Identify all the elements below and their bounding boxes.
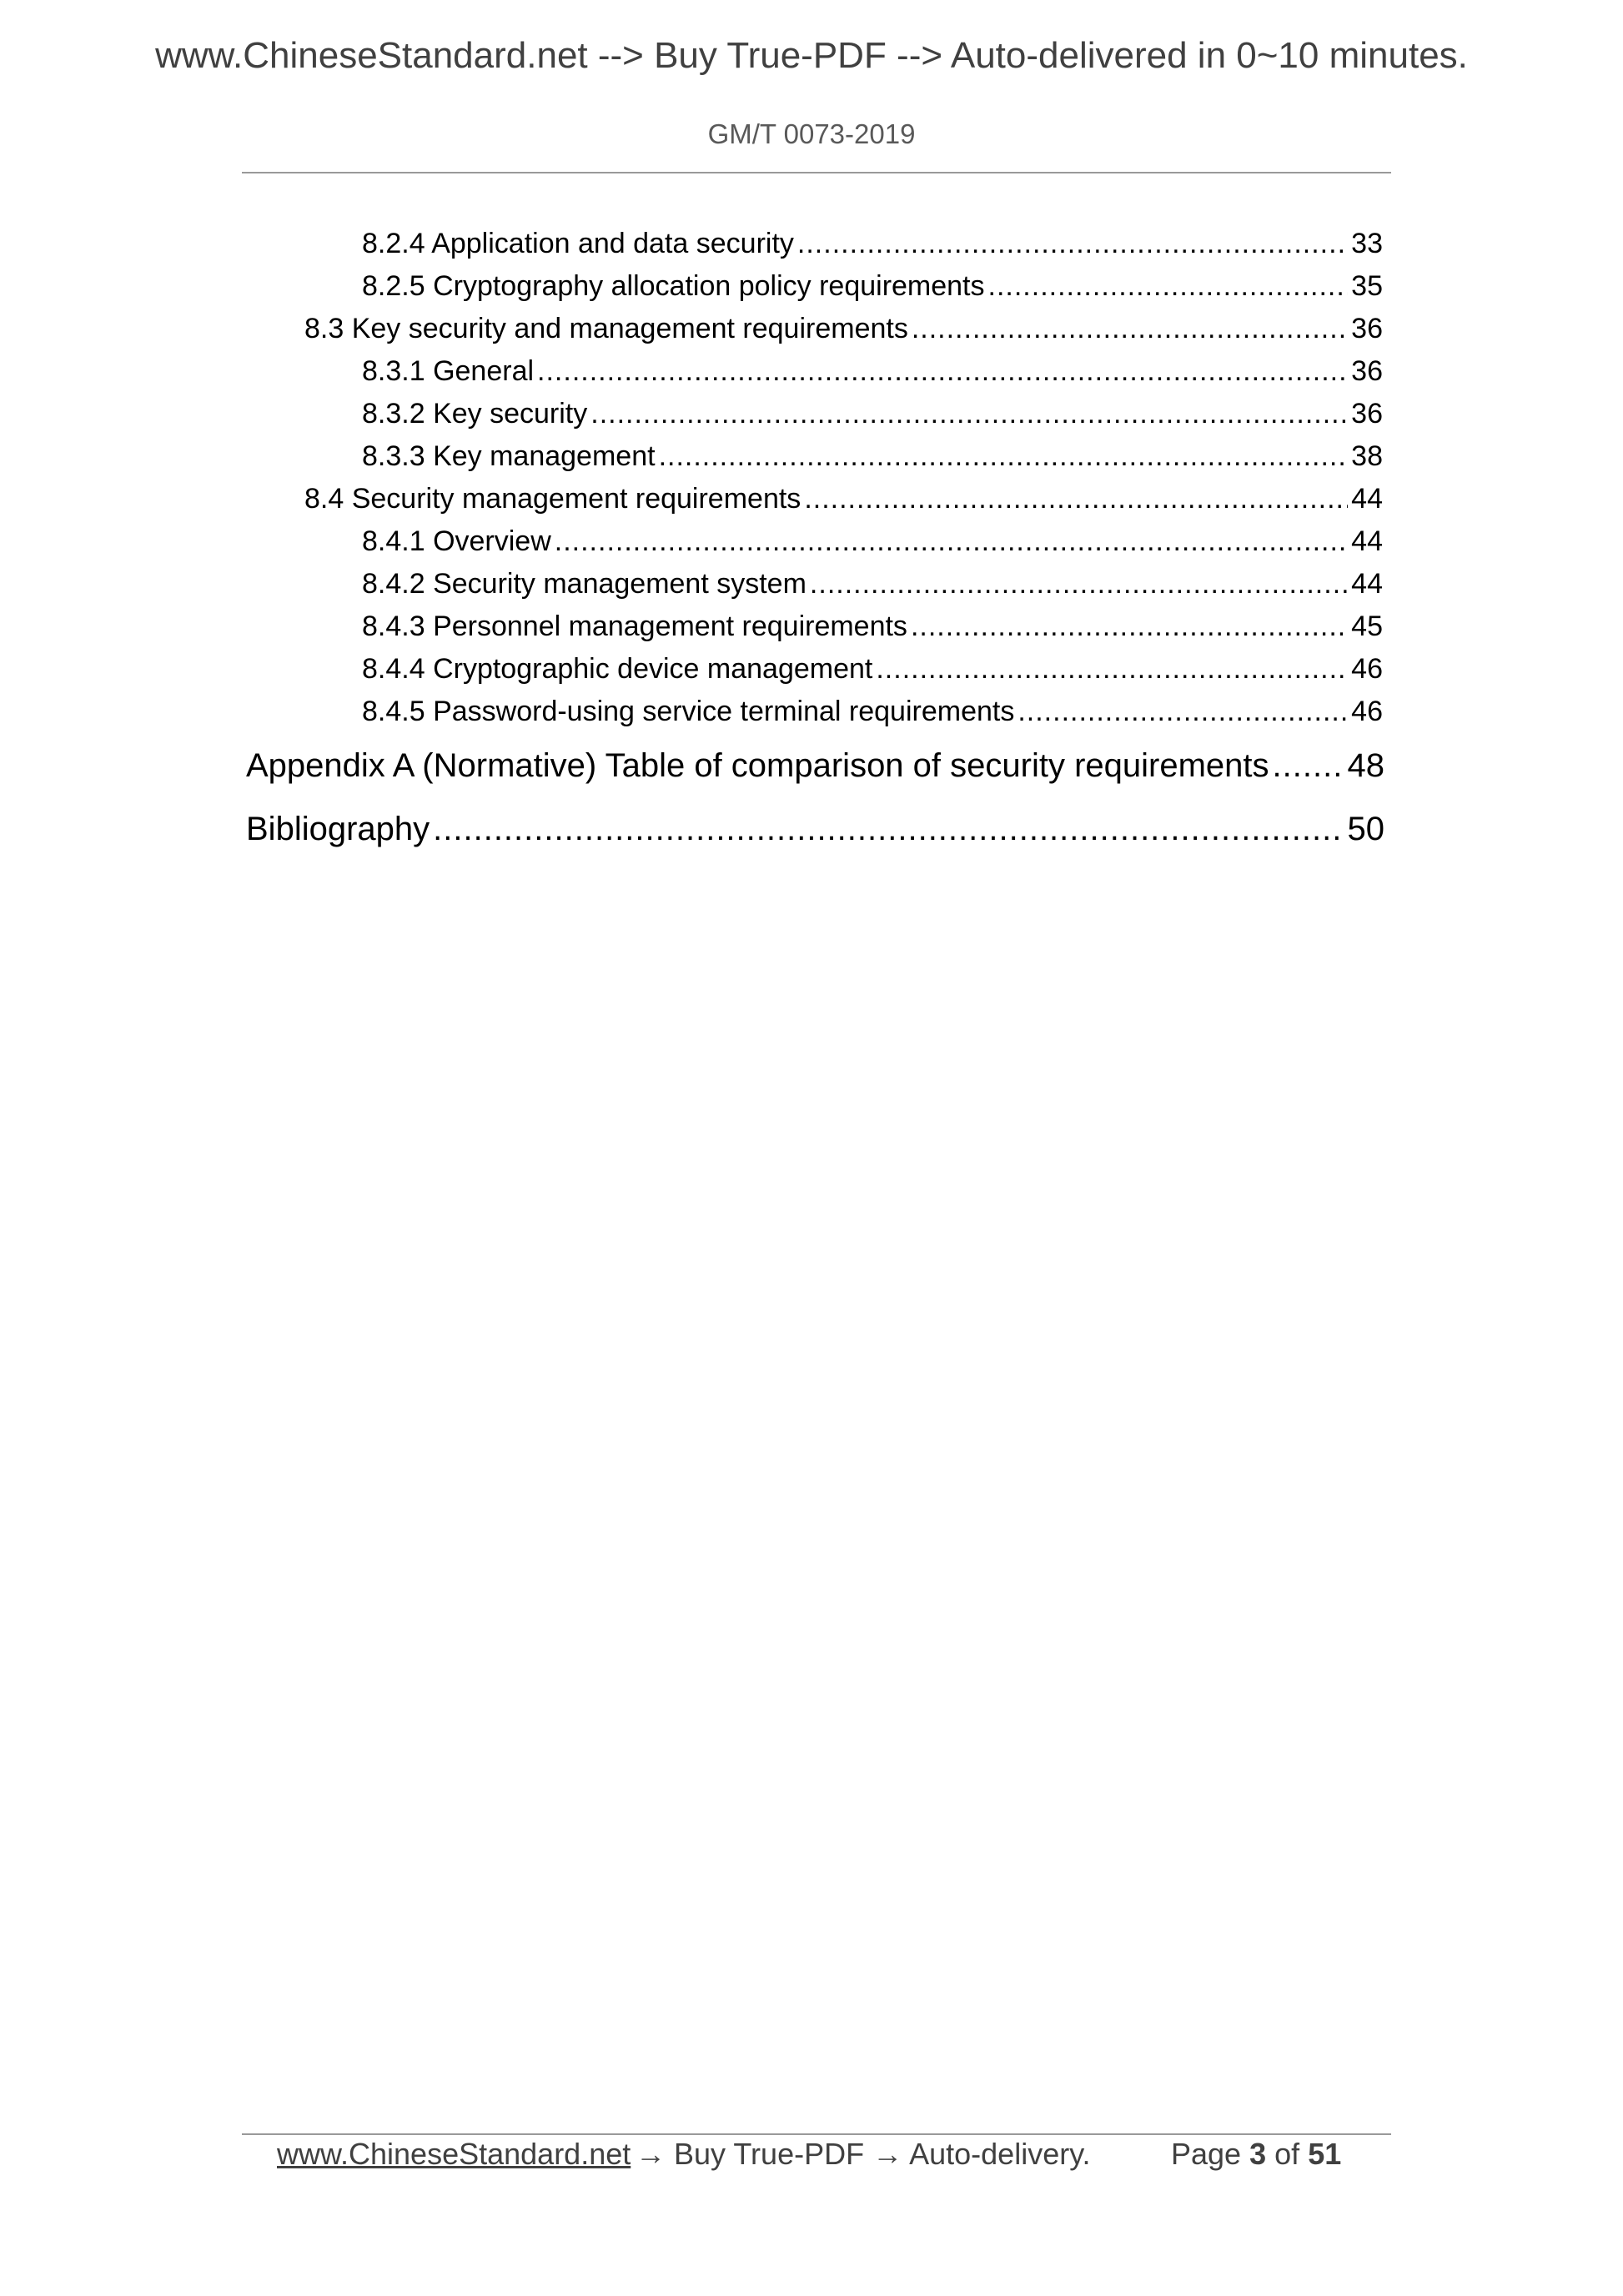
toc-entry-page: 33 <box>1351 228 1383 259</box>
toc-entry-page: 44 <box>1351 483 1383 515</box>
footer-segment-buy: Buy True-PDF <box>674 2137 865 2171</box>
page-current: 3 <box>1249 2137 1267 2171</box>
toc-entry-label: 8.3 Key security and management requirements <box>304 313 908 344</box>
header-divider <box>242 172 1391 173</box>
toc-entry[interactable] <box>362 525 1383 562</box>
toc-entry-label: Bibliography <box>246 811 430 847</box>
toc-entry-label: 8.2.5 Cryptography allocation policy requirements <box>362 270 985 302</box>
toc-entry[interactable] <box>362 440 1383 477</box>
toc-dot-leader <box>659 440 1349 473</box>
toc-dot-leader <box>433 811 1344 848</box>
toc-entry-page: 44 <box>1351 525 1383 557</box>
footer-divider <box>242 2133 1391 2135</box>
page-word: Page <box>1171 2137 1242 2171</box>
footer-segment-delivery: Auto-delivery. <box>909 2137 1091 2171</box>
footer-site-link[interactable]: www.ChineseStandard.net <box>277 2137 631 2171</box>
toc-entry[interactable] <box>246 811 1384 854</box>
toc-entry-label: 8.4 Security management requirements <box>304 483 801 515</box>
arrow-right-icon: → <box>636 2137 666 2171</box>
toc-dot-leader <box>1273 747 1344 785</box>
toc-dot-leader <box>876 653 1348 686</box>
top-banner: www.ChineseStandard.net --> Buy True-PDF --> Auto-delivered in 0~10 minutes. <box>155 35 1468 76</box>
toc-entry[interactable] <box>362 398 1383 435</box>
toc-entry[interactable] <box>362 610 1383 647</box>
toc-entry-page: 44 <box>1351 568 1383 600</box>
toc-dot-leader <box>797 228 1348 260</box>
toc-entry-label: 8.3.3 Key management <box>362 440 656 472</box>
toc-entry-page: 46 <box>1351 653 1383 685</box>
toc-dot-leader <box>911 610 1348 643</box>
toc-entry-label: 8.4.1 Overview <box>362 525 551 557</box>
toc-entry-page: 50 <box>1347 811 1384 847</box>
toc-entry-label: 8.4.3 Personnel management requirements <box>362 610 907 642</box>
toc-entry-page: 36 <box>1351 355 1383 387</box>
toc-entry-page: 48 <box>1347 747 1384 784</box>
toc-dot-leader <box>555 525 1348 558</box>
toc-dot-leader <box>810 568 1348 600</box>
toc-dot-leader <box>537 355 1348 388</box>
toc-entry[interactable] <box>246 747 1384 791</box>
toc-entry[interactable] <box>304 483 1383 520</box>
toc-entry[interactable] <box>362 653 1383 690</box>
page-footer <box>0 2137 1623 2178</box>
toc-entry[interactable] <box>304 313 1383 349</box>
toc-entry-label: 8.4.4 Cryptographic device management <box>362 653 873 685</box>
toc-entry-page: 36 <box>1351 313 1383 344</box>
page-total: 51 <box>1308 2137 1342 2171</box>
footer-tagline <box>636 2137 1091 2172</box>
toc-dot-leader <box>912 313 1348 345</box>
toc-entry-label: 8.4.5 Password-using service terminal requirements <box>362 696 1015 727</box>
toc-entry[interactable] <box>362 355 1383 392</box>
toc-entry-page: 36 <box>1351 398 1383 430</box>
toc-entry[interactable] <box>362 696 1383 732</box>
toc-entry-page: 35 <box>1351 270 1383 302</box>
page-of: of <box>1274 2137 1300 2171</box>
toc-dot-leader <box>804 483 1348 515</box>
toc-entry-label: 8.3.1 General <box>362 355 535 387</box>
toc-entry-label: 8.3.2 Key security <box>362 398 588 430</box>
toc-entry-page: 38 <box>1351 440 1383 472</box>
toc-entry[interactable] <box>362 568 1383 605</box>
toc-entry[interactable] <box>362 270 1383 307</box>
toc-dot-leader <box>590 398 1348 430</box>
toc-entry-page: 45 <box>1351 610 1383 642</box>
toc-entry-page: 46 <box>1351 696 1383 727</box>
document-code: GM/T 0073-2019 <box>707 118 916 149</box>
toc-dot-leader <box>1018 696 1348 728</box>
toc-entry[interactable] <box>362 228 1383 264</box>
toc-entry-label: 8.4.2 Security management system <box>362 568 806 600</box>
toc-entry-label: 8.2.4 Application and data security <box>362 228 794 259</box>
toc-dot-leader <box>988 270 1349 303</box>
page-number <box>1171 2137 1341 2172</box>
toc-entry-label: Appendix A (Normative) Table of comparison of security requirements <box>246 747 1269 784</box>
arrow-right-icon: → <box>872 2137 903 2171</box>
